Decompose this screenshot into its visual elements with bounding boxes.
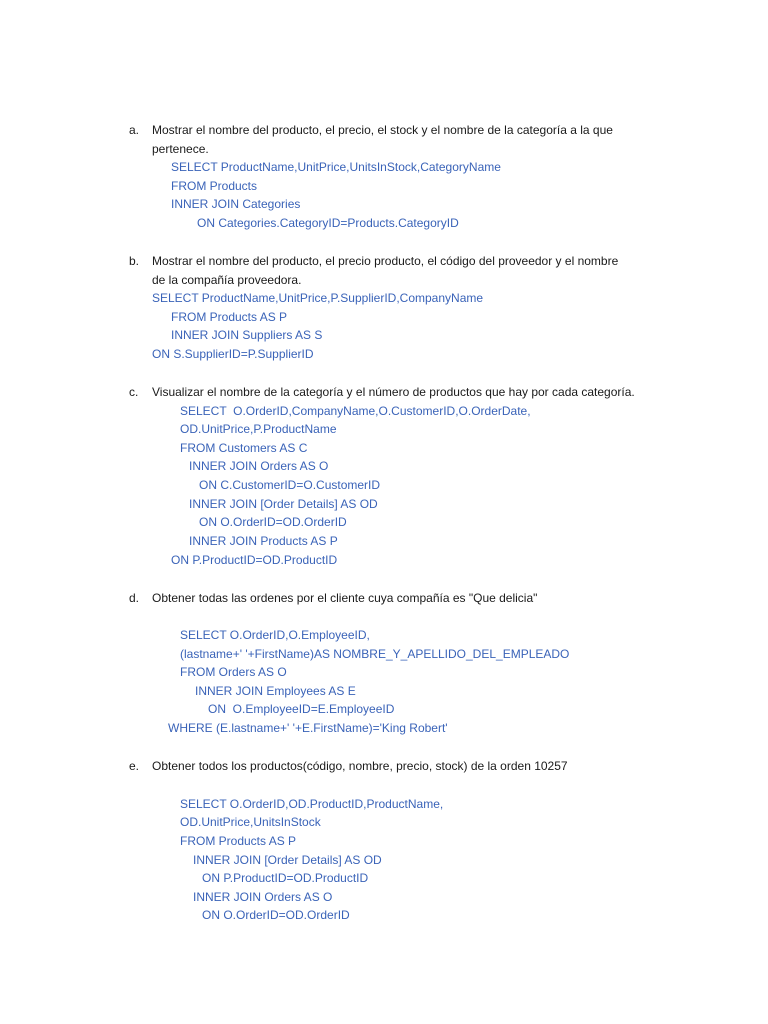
sql-line: ON O.OrderID=OD.OrderID <box>202 908 350 922</box>
question-text <box>152 757 662 776</box>
question-text <box>152 121 662 158</box>
sql-line: FROM Orders AS O <box>180 665 287 679</box>
sql-line: ON C.CustomerID=O.CustomerID <box>199 478 381 492</box>
sql-line: SELECT O.OrderID,CompanyName,O.CustomerID,O.OrderDate, <box>180 404 531 418</box>
sql-line: ON P.ProductID=OD.ProductID <box>171 553 338 567</box>
sql-line: INNER JOIN Suppliers AS S <box>171 328 323 342</box>
question-line: Visualizar el nombre de la categoría y el número de productos que hay por cada categoría. <box>152 385 635 399</box>
question-text <box>152 589 662 608</box>
sql-line: OD.UnitPrice,P.ProductName <box>180 422 337 436</box>
sql-line: ON P.ProductID=OD.ProductID <box>202 871 369 885</box>
sql-line: ON O.OrderID=OD.OrderID <box>199 515 347 529</box>
sql-line: OD.UnitPrice,UnitsInStock <box>180 815 321 829</box>
sql-line: INNER JOIN Categories <box>171 197 301 211</box>
sql-line: (lastname+' '+FirstName)AS NOMBRE_Y_APELLIDO_DEL_EMPLEADO <box>180 647 570 661</box>
sql-line: SELECT ProductName,UnitPrice,UnitsInStock,CategoryName <box>171 160 501 174</box>
sql-line: FROM Products <box>171 179 258 193</box>
question-text <box>152 383 692 402</box>
sql-line: INNER JOIN Products AS P <box>189 534 338 548</box>
sql-line: SELECT ProductName,UnitPrice,P.SupplierID,CompanyName <box>152 291 484 305</box>
sql-line: SELECT O.OrderID,OD.ProductID,ProductName, <box>180 797 444 811</box>
list-marker: c. <box>129 385 139 399</box>
sql-line: SELECT O.OrderID,O.EmployeeID, <box>180 628 370 642</box>
sql-line: INNER JOIN [Order Details] AS OD <box>189 497 378 511</box>
sql-line: ON S.SupplierID=P.SupplierID <box>152 347 314 361</box>
sql-line: ON O.EmployeeID=E.EmployeeID <box>208 702 395 716</box>
sql-line: INNER JOIN Orders AS O <box>193 890 333 904</box>
list-marker: d. <box>129 591 140 605</box>
question-line: Mostrar el nombre del producto, el precio producto, el código del proveedor y el nombre <box>152 254 619 268</box>
question-line: Obtener todos los productos(código, nombre, precio, stock) de la orden 10257 <box>152 759 568 773</box>
question-text <box>152 252 662 289</box>
sql-line: FROM Products AS P <box>171 310 288 324</box>
sql-line: WHERE (E.lastname+' '+E.FirstName)='King Robert' <box>168 721 448 735</box>
sql-line: INNER JOIN Employees AS E <box>195 684 356 698</box>
question-line: pertenece. <box>152 141 209 156</box>
question-line: Obtener todas las ordenes por el cliente cuya compañía es "Que delicia" <box>152 591 538 605</box>
question-line: de la compañía proveedora. <box>152 272 302 287</box>
sql-line: INNER JOIN [Order Details] AS OD <box>193 853 382 867</box>
sql-line: INNER JOIN Orders AS O <box>189 459 329 473</box>
sql-line: FROM Products AS P <box>180 834 297 848</box>
list-marker: b. <box>129 254 140 268</box>
list-marker: a. <box>129 123 140 137</box>
question-line: Mostrar el nombre del producto, el precio, el stock y el nombre de la categoría a la que <box>152 123 613 137</box>
sql-line: FROM Customers AS C <box>180 441 308 455</box>
list-marker: e. <box>129 759 140 773</box>
sql-line: ON Categories.CategoryID=Products.CategoryID <box>197 216 459 230</box>
